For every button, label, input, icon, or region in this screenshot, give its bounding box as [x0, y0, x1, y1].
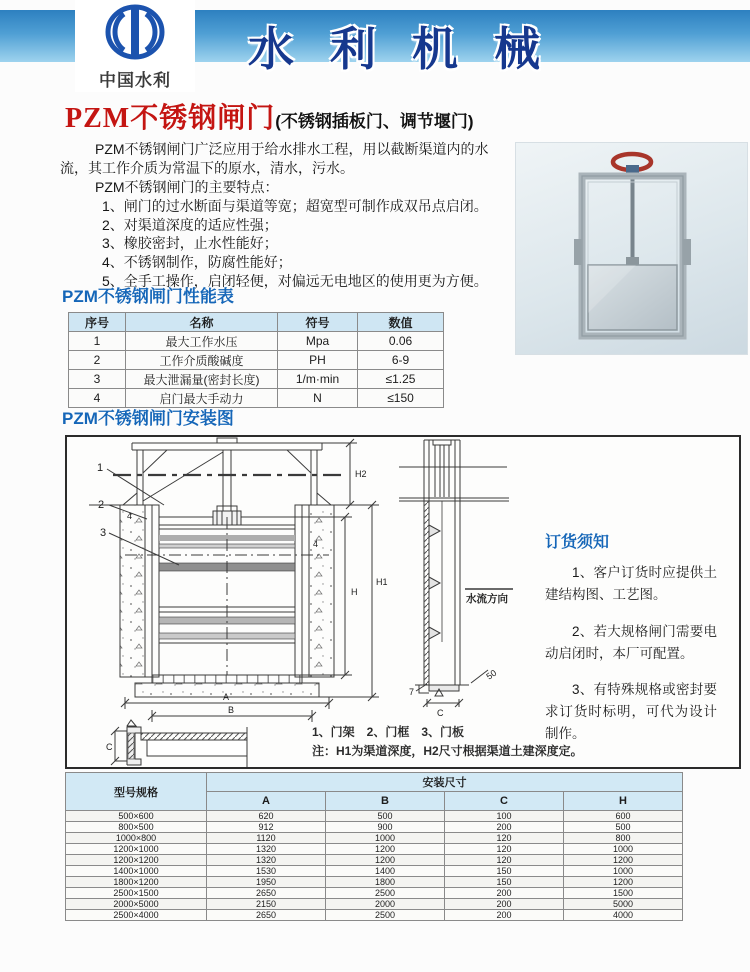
installation-diagram: [65, 435, 741, 769]
list-item: 4、不锈钢制作，防腐性能好；: [102, 254, 292, 271]
list-item: 2、对渠道深度的适应性强；: [102, 216, 278, 233]
table-row: 2000×5000 2150 2000 200 5000: [66, 899, 683, 910]
col-index: 序号: [69, 313, 126, 332]
list-item: 1、客户订货时应提供土建结构图、工艺图。: [545, 565, 717, 602]
dim-h2: H2: [355, 469, 367, 479]
flow-direction-label: 水流方向: [466, 593, 508, 605]
company-logo: [75, 0, 195, 92]
table-row: 1200×1200 1320 1200 120 1200: [66, 855, 683, 866]
features-title: PZM不锈钢闸门的主要特点：: [95, 178, 279, 195]
table-row: 1800×1200 1950 1800 150 1200: [66, 877, 683, 888]
dim-50: 50: [484, 667, 499, 682]
list-item: 3、橡胶密封，止水性能好；: [102, 235, 278, 252]
installation-heading: PZM不锈钢闸门安装图: [62, 409, 234, 428]
table-row: 800×500 912 900 200 500: [66, 822, 683, 833]
intro-paragraph: PZM不锈钢闸门广泛应用于给水排水工程，用以截断渠道内的水流，其工作介质为常温下的原水，清水，污水。: [60, 141, 489, 176]
page-subtitle: (不锈钢插板门、调节堰门): [275, 112, 474, 131]
dim-c-side: C: [437, 708, 444, 718]
col-h: H: [564, 792, 683, 811]
performance-section: [62, 282, 444, 408]
gate-photo-illustration: [516, 143, 747, 354]
logo-text: 中国水利: [99, 71, 171, 90]
col-a: A: [207, 792, 326, 811]
size-table: [65, 772, 683, 921]
col-install-dims: 安装尺寸: [207, 773, 683, 792]
list-item: 3、有特殊规格或密封要求订货时标明，可代为设计制作。: [545, 682, 717, 742]
table-row: 1 最大工作水压 Mpa 0.06: [69, 332, 444, 351]
table-row: 2500×4000 2650 2500 200 4000: [66, 910, 683, 921]
ordering-list: [545, 562, 717, 745]
ordering-notes: [545, 529, 717, 760]
col-symbol: 符号: [278, 313, 358, 332]
table-row: 1200×1000 1320 1200 120 1000: [66, 844, 683, 855]
performance-table: [68, 312, 444, 408]
performance-header-row: [69, 313, 444, 332]
size-table-body: [66, 811, 683, 921]
dim-a: A: [223, 692, 230, 702]
diagram-label-1: 1: [97, 462, 104, 474]
col-value: 数值: [358, 313, 444, 332]
diagram-note: 注：H1为渠道深度，H2尺寸根据渠道土建深度定。: [312, 743, 583, 758]
diagram-label-4-right: 4: [313, 539, 319, 549]
size-header-row-1: [66, 773, 683, 792]
features-list: [60, 197, 515, 291]
page-title: PZM不锈钢闸门: [65, 103, 276, 134]
diagram-label-2: 2: [98, 499, 105, 511]
table-row: 2 工作介质酸碱度 PH 6-9: [69, 351, 444, 370]
ordering-heading: 订货须知: [545, 534, 610, 551]
list-item: 5、全手工操作，启闭轻便，对偏远无电地区的使用更为方便。: [102, 273, 488, 290]
dim-b: B: [228, 705, 235, 715]
table-row: 3 最大泄漏量(密封长度) 1/m·min ≤1.25: [69, 370, 444, 389]
table-row: 2500×1500 2650 2500 200 1500: [66, 888, 683, 899]
dim-h: H: [351, 587, 358, 597]
dim-7: 7: [409, 687, 415, 697]
performance-heading: PZM不锈钢闸门性能表: [62, 287, 234, 306]
banner-title: 水利机械: [248, 23, 576, 75]
dim-h1: H1: [376, 577, 388, 587]
table-row: 4 启门最大手动力 N ≤150: [69, 389, 444, 408]
water-conservancy-logo-icon: [103, 2, 167, 66]
list-item: 1、闸门的过水断面与渠道等宽；超宽型可制作成双吊点启闭。: [102, 197, 488, 214]
diagram-legend: 1、门架 2、门框 3、门板: [312, 725, 465, 739]
table-row: 500×600 620 500 100 600: [66, 811, 683, 822]
installation-section: [62, 404, 741, 769]
col-c: C: [445, 792, 564, 811]
list-item: 2、若大规格闸门需要电动启闭时，本厂可配置。: [545, 623, 717, 661]
col-b: B: [326, 792, 445, 811]
size-table-section: [65, 772, 683, 921]
diagram-label-4-left: 4: [127, 511, 133, 521]
diagram-label-3: 3: [100, 527, 107, 539]
table-row: 1400×1000 1530 1400 150 1000: [66, 866, 683, 877]
col-model: 型号规格: [66, 773, 207, 811]
dim-c-plan: C: [106, 742, 113, 752]
col-name: 名称: [126, 313, 278, 332]
performance-table-body: [69, 332, 444, 408]
product-photo: [515, 142, 748, 355]
table-row: 1000×800 1120 1000 120 800: [66, 833, 683, 844]
